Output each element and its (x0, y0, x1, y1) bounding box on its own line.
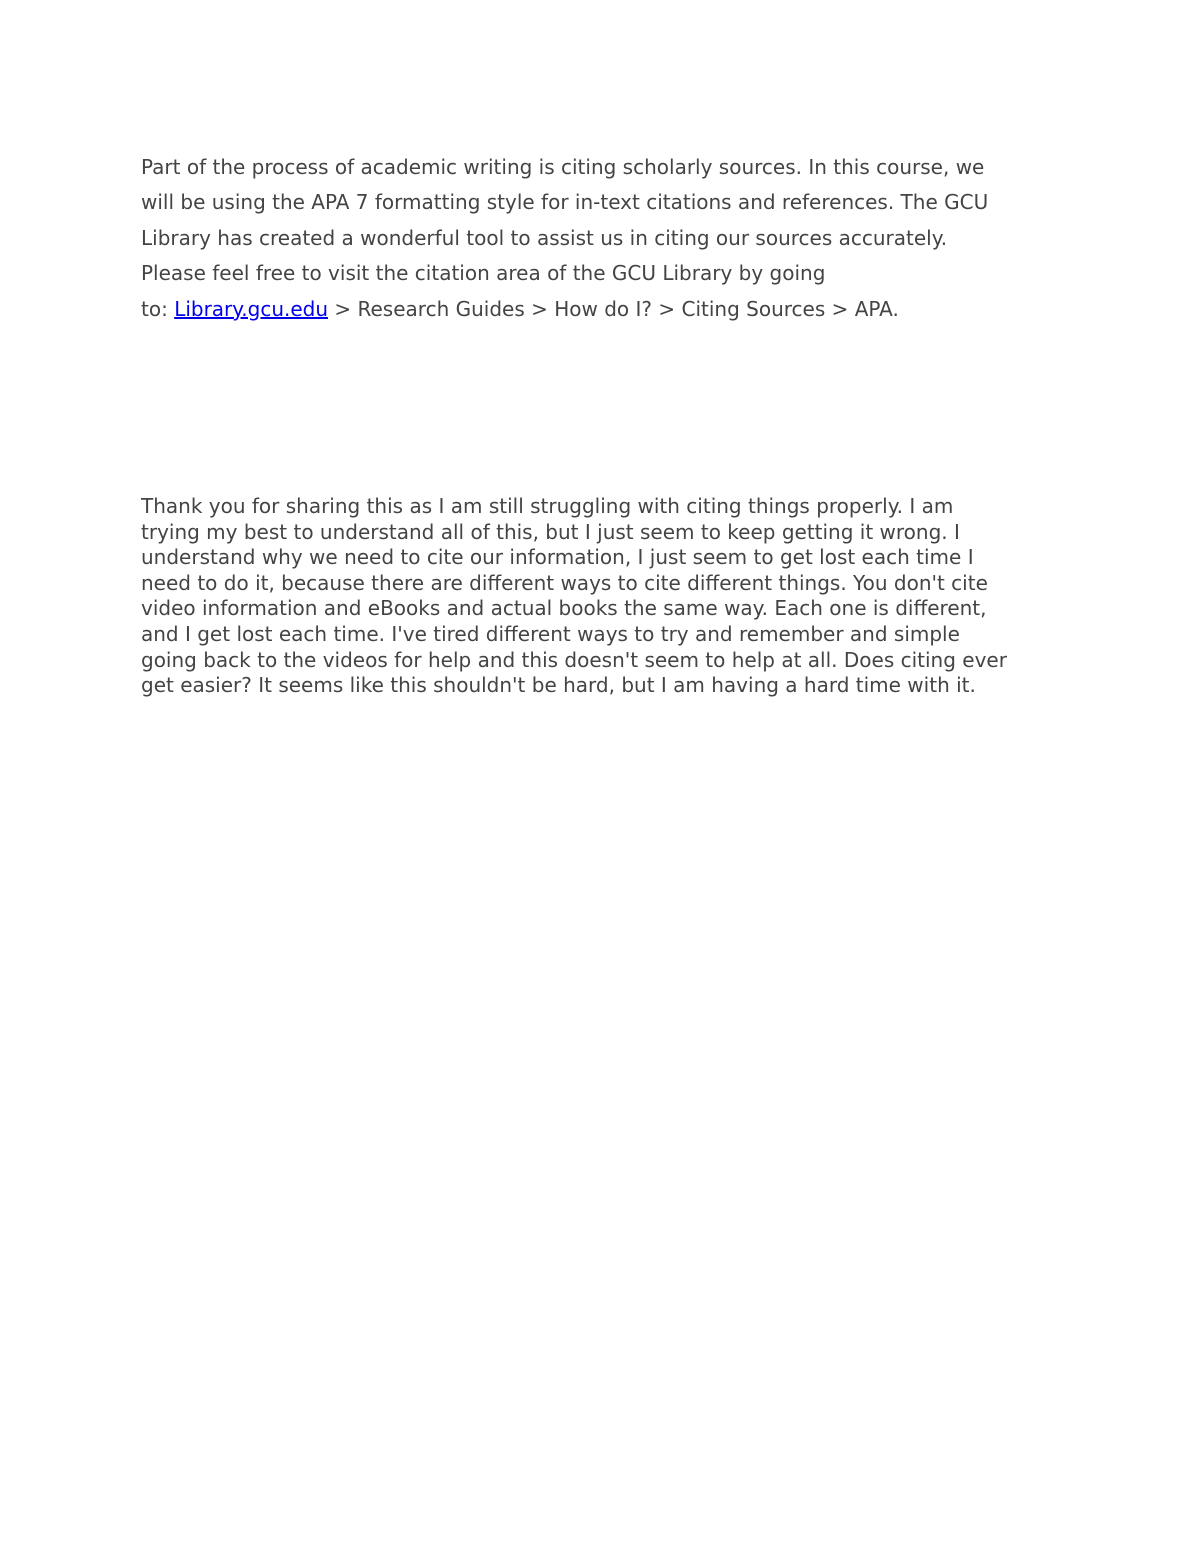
student-reply-paragraph (141, 494, 1056, 699)
text-line: Please feel free to visit the citation area of the GCU Library by going (141, 261, 826, 286)
text-line: Thank you for sharing this as I am still struggling with citing things properly. I am (141, 494, 954, 518)
library-link[interactable]: Library.gcu.edu (174, 296, 329, 321)
breadcrumb-path: > Research Guides > How do I? > Citing Sources > APA. (328, 296, 899, 321)
text-line: and I get lost each time. I've tired different ways to try and remember and simple (141, 621, 960, 646)
text-line-prefix: to: (141, 296, 175, 321)
text-line: Library has created a wonderful tool to assist us in citing our sources accurately. (141, 225, 948, 250)
text-line: need to do it, because there are different ways to cite different things. You don't cite (141, 570, 988, 595)
text-line: trying my best to understand all of this, but I just seem to keep getting it wrong. I (141, 519, 960, 544)
text-line: get easier? It seems like this shouldn't be hard, but I am having a hard time with it. (141, 673, 976, 698)
text-line: will be using the APA 7 formatting style for in-text citations and references. The GCU (141, 190, 989, 215)
instructor-paragraph (141, 150, 1041, 327)
text-line: Part of the process of academic writing is citing scholarly sources. In this course, we (141, 155, 985, 179)
text-line: understand why we need to cite our information, I just seem to get lost each time I (141, 545, 974, 570)
text-line: video information and eBooks and actual books the same way. Each one is different, (141, 596, 987, 621)
text-line: going back to the videos for help and this doesn't seem to help at all. Does citing ever (141, 647, 1007, 672)
